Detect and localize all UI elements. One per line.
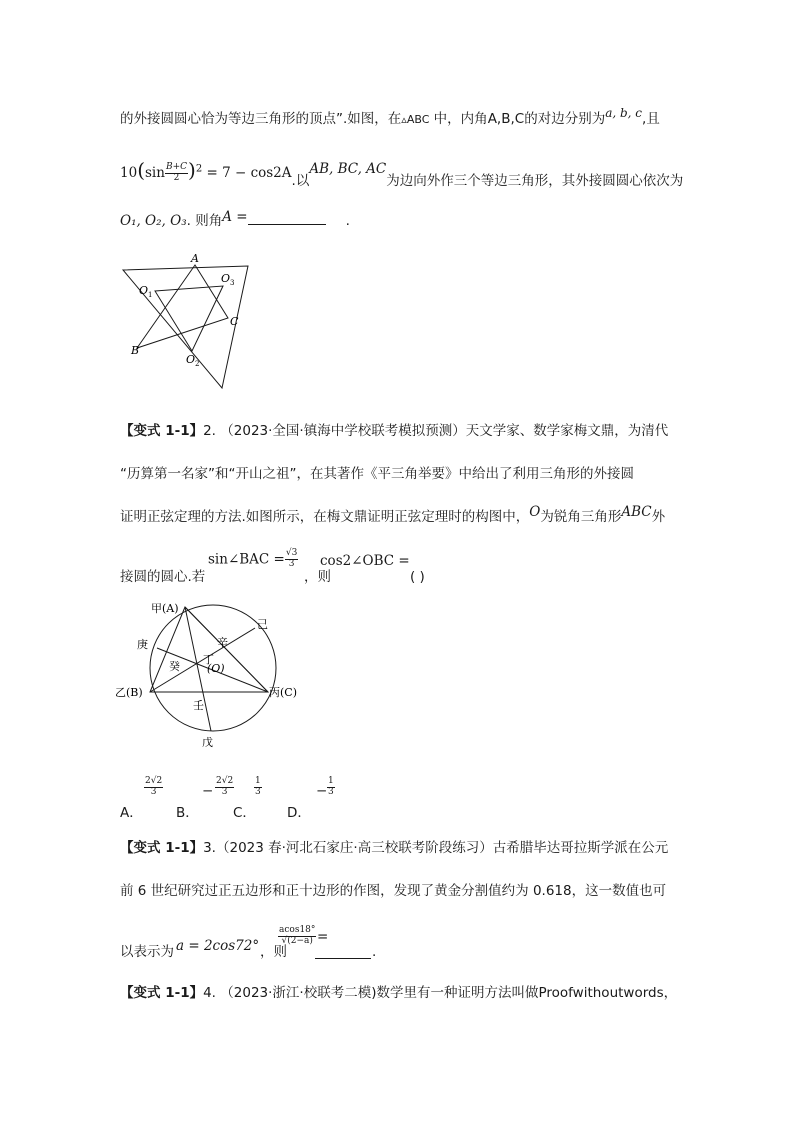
triangle-equilateral-figure (115, 248, 260, 393)
label-ren: 壬 (193, 699, 204, 712)
question2-line1: 【变式 1-1】2. （2023·全国·镇海中学校联考模拟预测）天文学家、数学家梅文鼎，为清代 (120, 423, 669, 439)
label-geng: 庚 (137, 638, 148, 651)
question3-line1: 【变式 1-1】3.（2023 春·河北石家庄·高三校联考阶段练习）古希腊毕达哥拉斯学派在公元 (120, 840, 669, 856)
label-B: B (131, 344, 140, 357)
label-gui: 癸 (169, 660, 180, 673)
answer-options: A． $\frac{2√2}{3}$ B． − $\frac{2√2}{3}$ C． $\frac{1}{3}$ D． − $\frac{1}{3}$ (120, 776, 334, 821)
option-A[interactable]: A． (120, 805, 143, 821)
problem1-equation-line: 10(sin $\frac{B+C}{2}$ )$^2$ = 7 − cos2A.以AB, BC, AC为边向外作三个等边三角形，其外接圆圆心依次为 (120, 158, 684, 189)
option-C-value: $\frac{1}{3}$ (255, 776, 261, 797)
label-ding: 丁 (203, 653, 214, 666)
answer-blank-angle-A[interactable] (248, 224, 326, 225)
label-O: (O) (207, 662, 225, 675)
center-triangle-O (155, 286, 223, 351)
label-xin: 辛 (217, 636, 228, 649)
label-O1: $O_1$ (139, 284, 153, 299)
label-O2: $O_2$ (186, 353, 200, 368)
variant-tag: 【变式 1-1】 (120, 840, 204, 856)
option-B-value: $\frac{2√2}{3}$ (216, 776, 234, 797)
circumcircle-figure (115, 598, 310, 750)
golden-ratio-expr: a = 2cos72° (176, 938, 260, 954)
triangle-jia-yi-bing (150, 607, 268, 692)
label-jia: 甲(A) (151, 602, 179, 615)
cos-question: cos2∠OBC = (320, 553, 410, 569)
question2-line2: “历算第一名家”和“开山之祖”，在其著作《平三角举要》中给出了利用三角形的外接圆 (120, 466, 634, 482)
label-C: C (230, 315, 239, 328)
problem1-line1: 的外接圆圆心恰为等边三角形的顶点”.如图，在▵ABC 中，内角A,B,C的对边分别为a, b, c,且 (120, 106, 660, 127)
option-C[interactable]: C． (233, 805, 256, 821)
label-A: A (191, 252, 199, 265)
label-wu: 戊 (202, 736, 213, 749)
question2-line3: 证明正弦定理的方法.如图所示，在梅文鼎证明正弦定理时的构图中，O为锐角三角形ABC外 (120, 504, 666, 525)
option-A-value: $\frac{2√2}{3}$ (145, 776, 163, 797)
question3-line2: 前 6 世纪研究过正五边形和正十边形的作图，发现了黄金分割值约为 0.618，这一数值也可 (120, 883, 667, 899)
label-ji: 己 (257, 618, 268, 631)
option-D[interactable]: D． (287, 805, 311, 821)
sin-condition: sin∠BAC = $\frac{√3}{3}$ (208, 548, 298, 569)
problem1-line3: O₁, O₂, O₃. 则角A = . (120, 209, 350, 229)
question4-line1: 【变式 1-1】4. （2023·浙江·校联考二模)数学里有一种证明方法叫做Proofwithoutwords， (120, 985, 678, 1001)
label-yi: 乙(B) (115, 686, 143, 699)
option-D-value: $\frac{1}{3}$ (328, 776, 334, 797)
half-angle-fraction: $\frac{B+C}{2}$ (165, 161, 187, 183)
variant-tag: 【变式 1-1】 (120, 985, 204, 1001)
q3-fraction: $\frac{acos18^\circ}{√(2-a)}$ (279, 925, 316, 946)
label-bing: 丙(C) (269, 686, 297, 699)
variant-tag: 【变式 1-1】 (120, 423, 204, 439)
label-O3: $O_3$ (221, 272, 235, 287)
option-B[interactable]: B． (176, 805, 199, 821)
answer-blank-q3[interactable] (315, 946, 371, 959)
answer-paren[interactable]: ( ) (410, 569, 425, 585)
